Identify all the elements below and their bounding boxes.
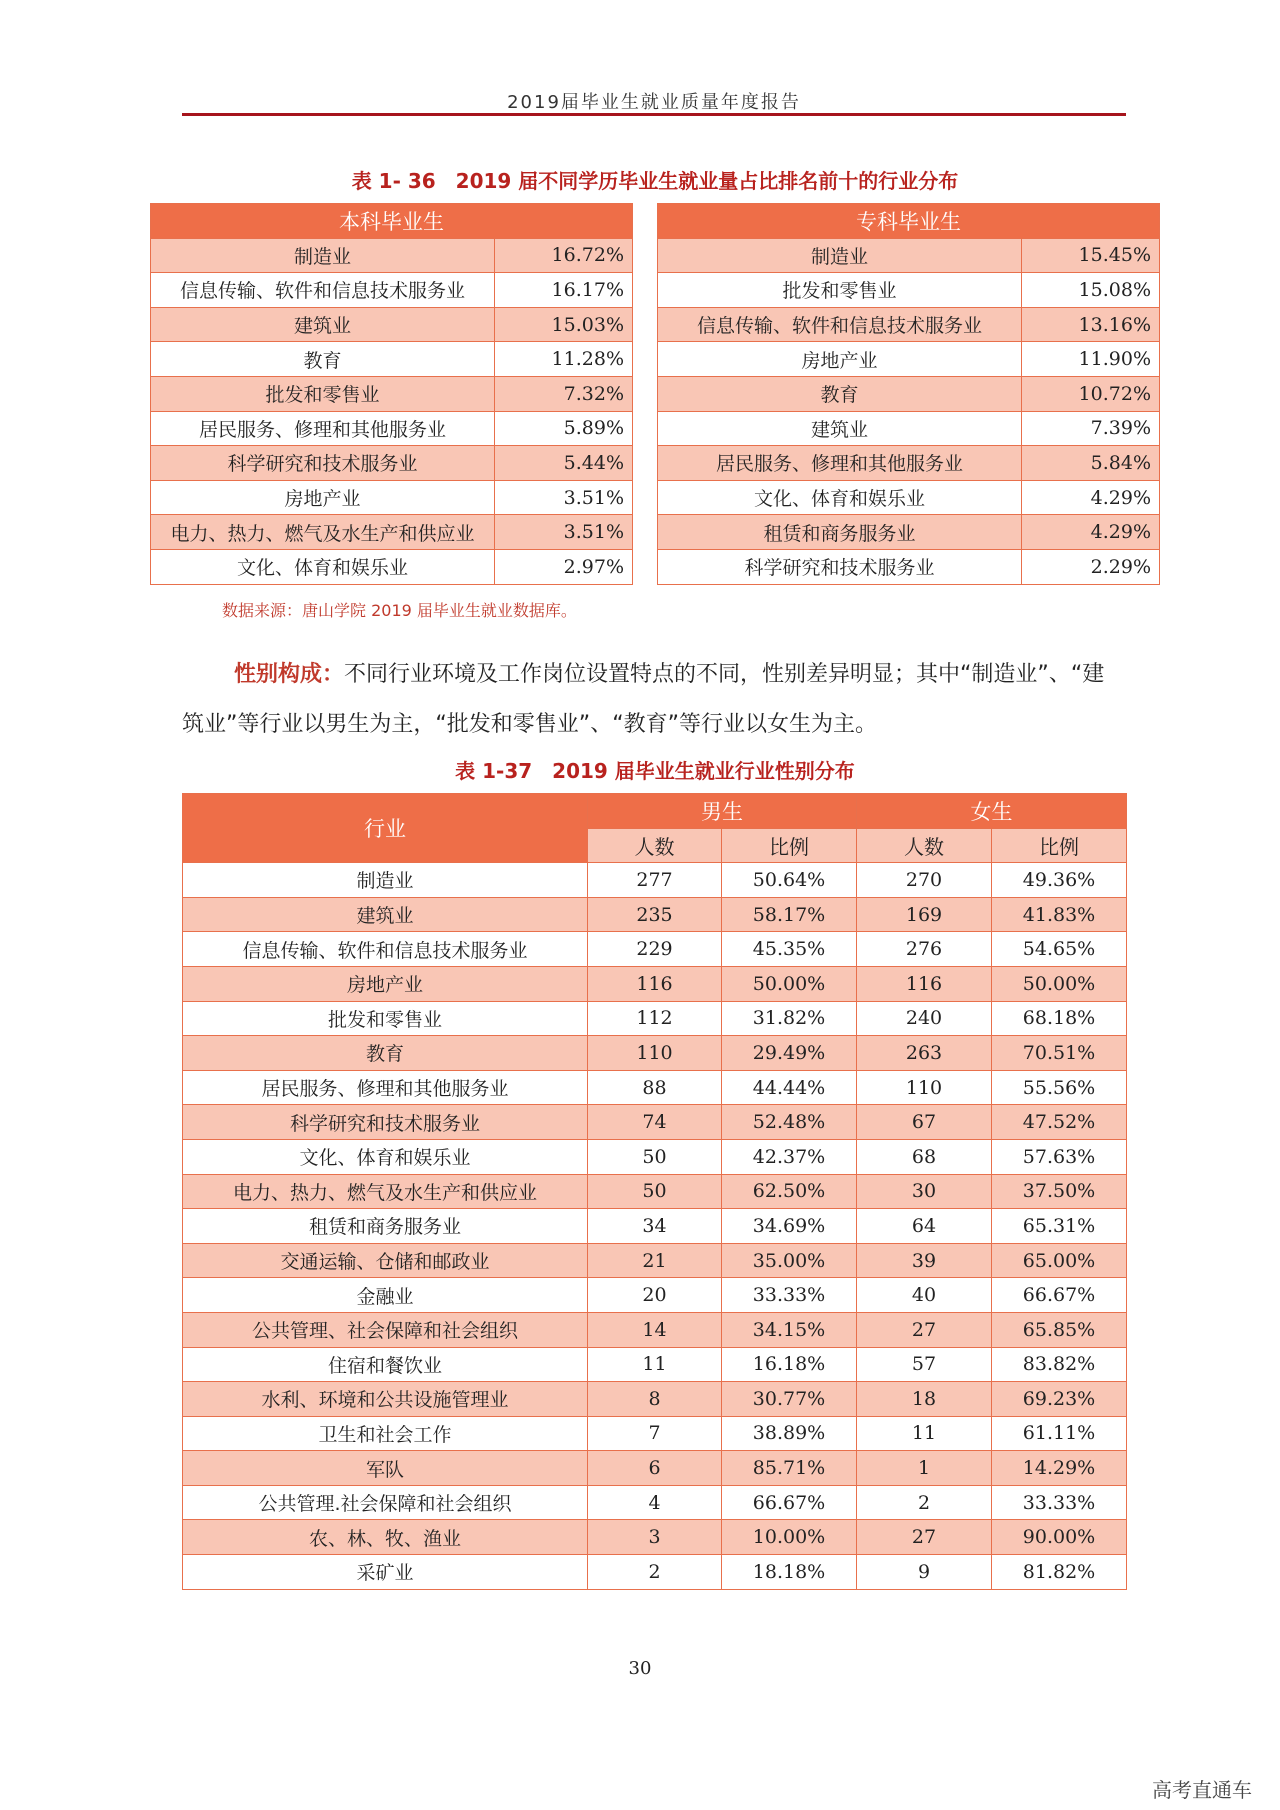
industry-cell: 文化、体育和娱乐业 <box>658 480 1022 515</box>
female-ratio-cell: 49.36% <box>992 863 1127 898</box>
table-row <box>183 1451 1127 1486</box>
industry-cell: 居民服务、修理和其他服务业 <box>183 1070 588 1105</box>
industry-cell: 水利、环境和公共设施管理业 <box>183 1382 588 1417</box>
male-ratio-cell: 62.50% <box>722 1174 857 1209</box>
table-row <box>183 1139 1127 1174</box>
percent-cell: 5.84% <box>1022 446 1160 481</box>
female-column-header: 女生 <box>857 794 1127 829</box>
male-count-cell: 88 <box>588 1070 722 1105</box>
industry-cell: 电力、热力、燃气及水生产和供应业 <box>183 1174 588 1209</box>
male-count-cell: 34 <box>588 1209 722 1244</box>
male-ratio-cell: 45.35% <box>722 932 857 967</box>
industry-cell: 卫生和社会工作 <box>183 1416 588 1451</box>
male-ratio-cell: 18.18% <box>722 1555 857 1590</box>
running-header: 2019届毕业生就业质量年度报告 <box>507 92 801 113</box>
table-row <box>658 411 1160 446</box>
table-row <box>658 376 1160 411</box>
table-row <box>183 1520 1127 1555</box>
male-ratio-cell: 44.44% <box>722 1070 857 1105</box>
industry-cell: 电力、热力、燃气及水生产和供应业 <box>151 515 495 550</box>
table-row <box>183 1070 1127 1105</box>
industry-cell: 公共管理、社会保障和社会组织 <box>183 1312 588 1347</box>
female-ratio-cell: 70.51% <box>992 1036 1127 1071</box>
table-row <box>658 273 1160 308</box>
industry-cell: 教育 <box>151 342 495 377</box>
table-row <box>658 307 1160 342</box>
table-row <box>658 515 1160 550</box>
table-row <box>151 446 633 481</box>
industry-cell: 批发和零售业 <box>183 1001 588 1036</box>
male-ratio-cell: 10.00% <box>722 1520 857 1555</box>
percent-cell: 5.89% <box>495 411 633 446</box>
table-row <box>658 238 1160 273</box>
male-ratio-cell: 33.33% <box>722 1278 857 1313</box>
table-row <box>151 342 633 377</box>
male-ratio-cell: 34.15% <box>722 1312 857 1347</box>
table-1-37-caption: 表 1-37 2019 届毕业生就业行业性别分布 <box>455 759 855 783</box>
female-count-cell: 57 <box>857 1347 992 1382</box>
percent-cell: 11.28% <box>495 342 633 377</box>
table-row <box>183 1485 1127 1520</box>
industry-cell: 公共管理.社会保障和社会组织 <box>183 1485 588 1520</box>
industry-cell: 教育 <box>183 1036 588 1071</box>
female-count-cell: 169 <box>857 897 992 932</box>
gender-industry-table <box>182 793 1127 1590</box>
male-ratio-cell: 38.89% <box>722 1416 857 1451</box>
table-1-36-caption: 表 1- 36 2019 届不同学历毕业生就业量占比排名前十的行业分布 <box>351 169 959 193</box>
female-ratio-cell: 68.18% <box>992 1001 1127 1036</box>
industry-cell: 金融业 <box>183 1278 588 1313</box>
male-ratio-cell: 85.71% <box>722 1451 857 1486</box>
male-count-cell: 6 <box>588 1451 722 1486</box>
table-row <box>151 273 633 308</box>
industry-cell: 教育 <box>658 376 1022 411</box>
industry-cell: 建筑业 <box>658 411 1022 446</box>
female-ratio-cell: 54.65% <box>992 932 1127 967</box>
percent-cell: 4.29% <box>1022 480 1160 515</box>
table-row <box>658 480 1160 515</box>
table-row <box>183 1382 1127 1417</box>
female-ratio-cell: 65.00% <box>992 1243 1127 1278</box>
male-count-header: 人数 <box>588 828 722 863</box>
male-ratio-cell: 34.69% <box>722 1209 857 1244</box>
male-ratio-header: 比例 <box>722 828 857 863</box>
male-count-cell: 110 <box>588 1036 722 1071</box>
percent-cell: 7.32% <box>495 376 633 411</box>
female-count-cell: 1 <box>857 1451 992 1486</box>
industry-cell: 农、林、牧、渔业 <box>183 1520 588 1555</box>
female-count-header: 人数 <box>857 828 992 863</box>
female-ratio-cell: 69.23% <box>992 1382 1127 1417</box>
industry-cell: 居民服务、修理和其他服务业 <box>658 446 1022 481</box>
male-column-header: 男生 <box>588 794 857 829</box>
female-count-cell: 30 <box>857 1174 992 1209</box>
industry-cell: 制造业 <box>183 863 588 898</box>
percent-cell: 2.97% <box>495 549 633 584</box>
industry-cell: 科学研究和技术服务业 <box>658 549 1022 584</box>
industry-cell: 信息传输、软件和信息技术服务业 <box>151 273 495 308</box>
industry-cell: 信息传输、软件和信息技术服务业 <box>183 932 588 967</box>
female-ratio-cell: 33.33% <box>992 1485 1127 1520</box>
female-ratio-cell: 61.11% <box>992 1416 1127 1451</box>
male-count-cell: 229 <box>588 932 722 967</box>
industry-cell: 房地产业 <box>183 966 588 1001</box>
industry-cell: 租赁和商务服务业 <box>658 515 1022 550</box>
table-row <box>183 1312 1127 1347</box>
male-count-cell: 112 <box>588 1001 722 1036</box>
female-ratio-cell: 50.00% <box>992 966 1127 1001</box>
industry-cell: 租赁和商务服务业 <box>183 1209 588 1244</box>
male-ratio-cell: 58.17% <box>722 897 857 932</box>
industry-cell: 科学研究和技术服务业 <box>183 1105 588 1140</box>
male-count-cell: 20 <box>588 1278 722 1313</box>
table-row <box>151 238 633 273</box>
male-ratio-cell: 66.67% <box>722 1485 857 1520</box>
watermark: 高考直通车 <box>1152 1778 1252 1802</box>
female-ratio-cell: 83.82% <box>992 1347 1127 1382</box>
male-count-cell: 4 <box>588 1485 722 1520</box>
industry-cell: 制造业 <box>658 238 1022 273</box>
female-ratio-cell: 65.85% <box>992 1312 1127 1347</box>
male-ratio-cell: 50.64% <box>722 863 857 898</box>
junior-college-industry-table <box>657 203 1160 585</box>
female-ratio-cell: 55.56% <box>992 1070 1127 1105</box>
percent-cell: 13.16% <box>1022 307 1160 342</box>
male-count-cell: 14 <box>588 1312 722 1347</box>
table-row <box>183 1347 1127 1382</box>
male-ratio-cell: 30.77% <box>722 1382 857 1417</box>
industry-cell: 房地产业 <box>151 480 495 515</box>
percent-cell: 7.39% <box>1022 411 1160 446</box>
industry-cell: 科学研究和技术服务业 <box>151 446 495 481</box>
industry-cell: 制造业 <box>151 238 495 273</box>
industry-cell: 交通运输、仓储和邮政业 <box>183 1243 588 1278</box>
male-ratio-cell: 16.18% <box>722 1347 857 1382</box>
female-ratio-cell: 57.63% <box>992 1139 1127 1174</box>
industry-cell: 文化、体育和娱乐业 <box>151 549 495 584</box>
table-row <box>151 376 633 411</box>
female-count-cell: 9 <box>857 1555 992 1590</box>
male-count-cell: 3 <box>588 1520 722 1555</box>
table-row <box>183 1105 1127 1140</box>
male-ratio-cell: 31.82% <box>722 1001 857 1036</box>
industry-cell: 住宿和餐饮业 <box>183 1347 588 1382</box>
female-ratio-cell: 90.00% <box>992 1520 1127 1555</box>
female-count-cell: 11 <box>857 1416 992 1451</box>
table-row <box>183 897 1127 932</box>
male-count-cell: 8 <box>588 1382 722 1417</box>
industry-cell: 采矿业 <box>183 1555 588 1590</box>
table-row <box>183 966 1127 1001</box>
male-count-cell: 277 <box>588 863 722 898</box>
male-ratio-cell: 52.48% <box>722 1105 857 1140</box>
female-count-cell: 2 <box>857 1485 992 1520</box>
percent-cell: 16.17% <box>495 273 633 308</box>
female-count-cell: 39 <box>857 1243 992 1278</box>
table-row <box>183 863 1127 898</box>
percent-cell: 15.45% <box>1022 238 1160 273</box>
page-number: 30 <box>628 1658 652 1679</box>
industry-cell: 批发和零售业 <box>658 273 1022 308</box>
female-count-cell: 67 <box>857 1105 992 1140</box>
table-row <box>183 1243 1127 1278</box>
percent-cell: 11.90% <box>1022 342 1160 377</box>
table-row <box>183 1001 1127 1036</box>
female-count-cell: 27 <box>857 1520 992 1555</box>
table-row <box>183 1416 1127 1451</box>
undergrad-industry-table <box>150 203 633 585</box>
female-count-cell: 270 <box>857 863 992 898</box>
industry-column-header: 行业 <box>183 794 588 863</box>
percent-cell: 3.51% <box>495 480 633 515</box>
female-ratio-cell: 65.31% <box>992 1209 1127 1244</box>
male-count-cell: 50 <box>588 1139 722 1174</box>
male-count-cell: 116 <box>588 966 722 1001</box>
undergrad-header: 本科毕业生 <box>151 204 633 239</box>
table-row <box>658 342 1160 377</box>
header-rule <box>182 113 1126 116</box>
data-source-note: 数据来源：唐山学院 2019 届毕业生就业数据库。 <box>222 601 577 620</box>
male-count-cell: 50 <box>588 1174 722 1209</box>
percent-cell: 10.72% <box>1022 376 1160 411</box>
percent-cell: 2.29% <box>1022 549 1160 584</box>
percent-cell: 15.08% <box>1022 273 1160 308</box>
table-row <box>658 549 1160 584</box>
female-ratio-cell: 14.29% <box>992 1451 1127 1486</box>
female-ratio-cell: 81.82% <box>992 1555 1127 1590</box>
female-count-cell: 263 <box>857 1036 992 1071</box>
female-count-cell: 110 <box>857 1070 992 1105</box>
female-count-cell: 27 <box>857 1312 992 1347</box>
table-row <box>183 932 1127 967</box>
table-row <box>151 515 633 550</box>
female-ratio-cell: 47.52% <box>992 1105 1127 1140</box>
percent-cell: 5.44% <box>495 446 633 481</box>
male-count-cell: 7 <box>588 1416 722 1451</box>
female-ratio-header: 比例 <box>992 828 1127 863</box>
table-row <box>183 1036 1127 1071</box>
female-count-cell: 240 <box>857 1001 992 1036</box>
table-row <box>151 307 633 342</box>
male-count-cell: 2 <box>588 1555 722 1590</box>
industry-cell: 建筑业 <box>183 897 588 932</box>
female-count-cell: 276 <box>857 932 992 967</box>
female-count-cell: 68 <box>857 1139 992 1174</box>
male-ratio-cell: 50.00% <box>722 966 857 1001</box>
industry-cell: 房地产业 <box>658 342 1022 377</box>
gender-composition-paragraph <box>182 650 1126 750</box>
industry-cell: 信息传输、软件和信息技术服务业 <box>658 307 1022 342</box>
percent-cell: 3.51% <box>495 515 633 550</box>
paragraph-text: 不同行业环境及工作岗位设置特点的不同，性别差异明显；其中“制造业”、“建筑业”等行业以男生为主，“批发和零售业”、“教育”等行业以女生为主。 <box>182 662 1105 737</box>
male-ratio-cell: 29.49% <box>722 1036 857 1071</box>
industry-cell: 文化、体育和娱乐业 <box>183 1139 588 1174</box>
male-ratio-cell: 42.37% <box>722 1139 857 1174</box>
female-ratio-cell: 66.67% <box>992 1278 1127 1313</box>
male-count-cell: 11 <box>588 1347 722 1382</box>
female-count-cell: 40 <box>857 1278 992 1313</box>
male-ratio-cell: 35.00% <box>722 1243 857 1278</box>
table-row <box>183 1174 1127 1209</box>
table-row <box>183 1278 1127 1313</box>
table-row <box>183 1209 1127 1244</box>
table-row <box>151 411 633 446</box>
table-row <box>658 446 1160 481</box>
percent-cell: 15.03% <box>495 307 633 342</box>
male-count-cell: 74 <box>588 1105 722 1140</box>
female-ratio-cell: 41.83% <box>992 897 1127 932</box>
industry-cell: 批发和零售业 <box>151 376 495 411</box>
junior-college-header: 专科毕业生 <box>658 204 1160 239</box>
percent-cell: 16.72% <box>495 238 633 273</box>
industry-cell: 建筑业 <box>151 307 495 342</box>
table-row <box>151 480 633 515</box>
table-row <box>183 1555 1127 1590</box>
percent-cell: 4.29% <box>1022 515 1160 550</box>
industry-cell: 居民服务、修理和其他服务业 <box>151 411 495 446</box>
female-ratio-cell: 37.50% <box>992 1174 1127 1209</box>
female-count-cell: 64 <box>857 1209 992 1244</box>
industry-cell: 军队 <box>183 1451 588 1486</box>
table-row <box>151 549 633 584</box>
female-count-cell: 116 <box>857 966 992 1001</box>
paragraph-lead: 性别构成： <box>234 662 345 687</box>
female-count-cell: 18 <box>857 1382 992 1417</box>
male-count-cell: 21 <box>588 1243 722 1278</box>
male-count-cell: 235 <box>588 897 722 932</box>
